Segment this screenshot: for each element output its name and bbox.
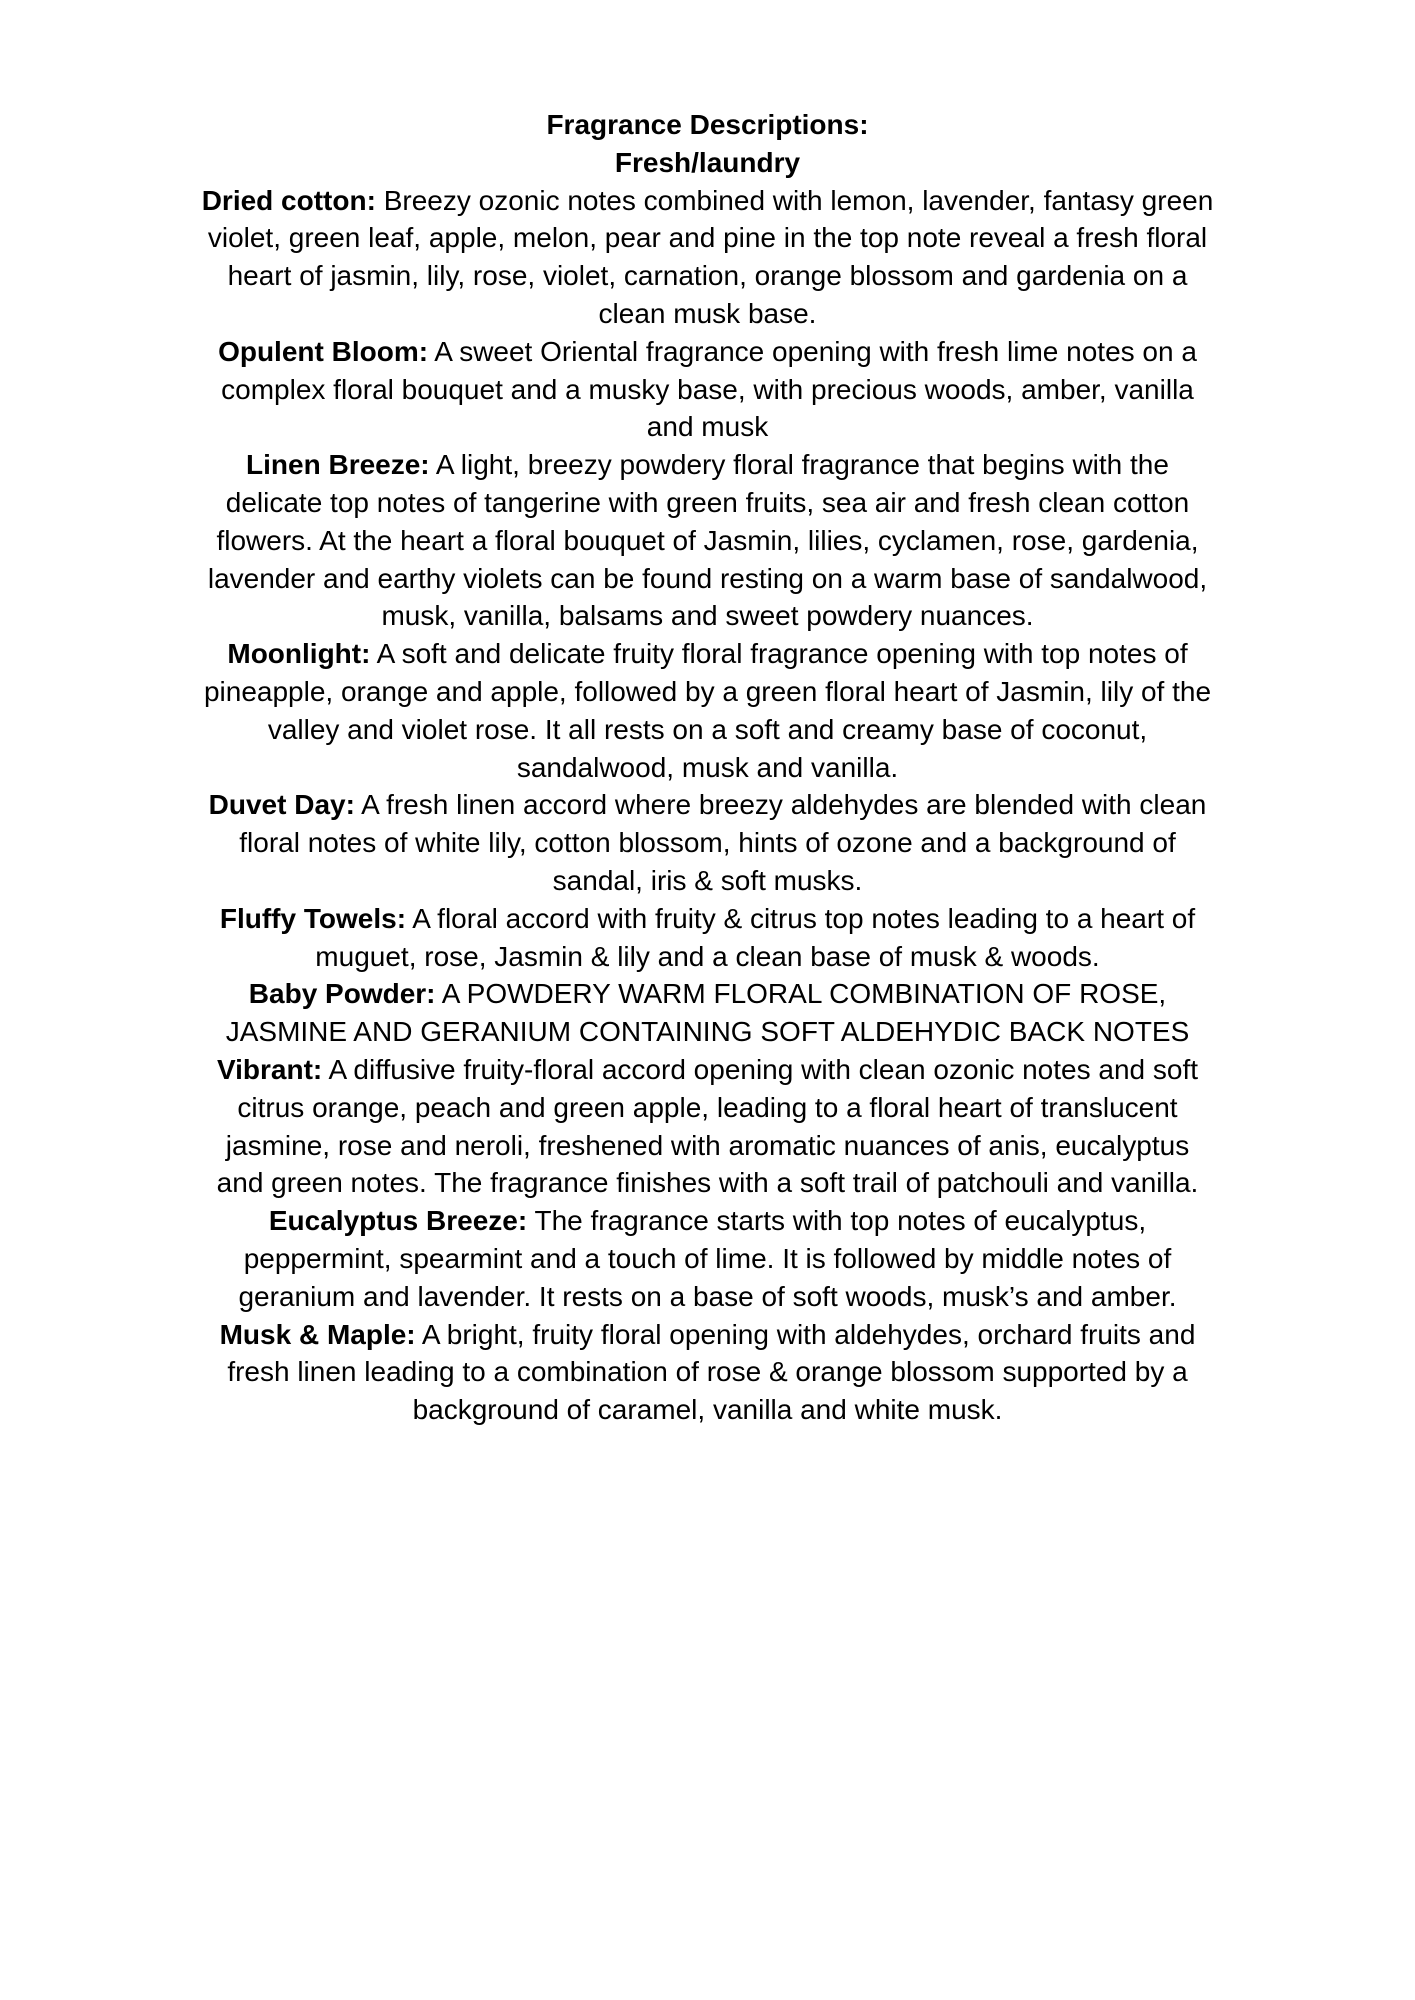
fragrance-description: A bright, fruity floral opening with aldehydes, orchard fruits and fresh linen leading to a combination of rose & orange blossom supported by a background of caramel, vanilla and white musk. [227,1318,1196,1426]
fragrance-name: Moonlight: [227,638,371,670]
fragrance-description: The fragrance starts with top notes of eucalyptus, peppermint, spearmint and a touch of lime. It is followed by middle notes of geranium and lavender. It rests on a base of soft woods, musk’s and amber. [238,1205,1177,1312]
fragrance-entry-opulent-bloom [200,333,1215,446]
fragrance-name: Musk & Maple: [219,1318,416,1350]
fragrance-name: Dried cotton: [201,184,376,216]
fragrance-name: Opulent Bloom: [218,335,429,367]
fragrance-description: A sweet Oriental fragrance opening with fresh lime notes on a complex floral bouquet and a musky base, with precious woods, amber, vanilla and musk [221,335,1197,443]
fragrance-description: A POWDERY WARM FLORAL COMBINATION OF ROSE, JASMINE AND GERANIUM CONTAINING SOFT ALDEHYDIC BACK NOTES [225,978,1190,1048]
fragrance-entry-eucalyptus-breeze [200,1202,1215,1315]
fragrance-name: Linen Breeze: [246,449,430,481]
fragrance-name: Baby Powder: [248,978,436,1010]
fragrance-entry-fluffy-towels [200,900,1215,976]
fragrance-entry-duvet-day [200,786,1215,899]
fragrance-entry-dried-cotton [200,182,1215,333]
fragrance-entry-linen-breeze [200,446,1215,635]
fragrance-entry-moonlight [200,635,1215,786]
document-page [200,106,1215,1429]
fragrance-description: A fresh linen accord where breezy aldehydes are blended with clean floral notes of white lily, cotton blossom, hints of ozone and a background of sandal, iris & soft musks. [239,789,1207,896]
fragrance-name: Fluffy Towels: [219,902,407,934]
fragrance-entry-vibrant [200,1051,1215,1202]
page-title: Fragrance Descriptions: [546,109,869,140]
page-subtitle: Fresh/laundry [614,146,801,178]
fragrance-name: Eucalyptus Breeze: [268,1205,528,1237]
fragrance-entry-musk-maple [200,1316,1215,1429]
fragrance-description: A floral accord with fruity & citrus top notes leading to a heart of muguet, rose, Jasmin & lily and a clean base of musk & woods. [315,902,1196,972]
fragrance-description: A soft and delicate fruity floral fragrance opening with top notes of pineapple, orange and apple, followed by a green floral heart of Jasmin, lily of the valley and violet rose. It all rests on a soft and creamy base of coconut, sandalwood, musk and vanilla. [203,638,1212,783]
fragrance-name: Vibrant: [216,1053,323,1085]
fragrance-description: Breezy ozonic notes combined with lemon, lavender, fantasy green violet, green leaf, apple, melon, pear and pine in the top note reveal a fresh floral heart of jasmin, lily, rose, violet, carnation, orange blossom and gardenia on a clean musk base. [207,184,1214,329]
fragrance-name: Duvet Day: [208,789,355,821]
fragrance-entry-baby-powder [200,975,1215,1051]
fragrance-description: A light, breezy powdery floral fragrance that begins with the delicate top notes of tangerine with green fruits, sea air and fresh clean cotton flowers. At the heart a floral bouquet of Jasmin, lilies, cyclamen, rose, gardenia, lavender and earthy violets can be found resting on a warm base of sandalwood, musk, vanilla, balsams and sweet powdery nuances. [207,449,1208,632]
fragrance-description: A diffusive fruity-floral accord opening with clean ozonic notes and soft citrus orange, peach and green apple, leading to a floral heart of translucent jasmine, rose and neroli, freshened with aromatic nuances of anis, eucalyptus and green notes. The fragrance finishes with a soft trail of patchouli and vanilla. [216,1053,1199,1199]
